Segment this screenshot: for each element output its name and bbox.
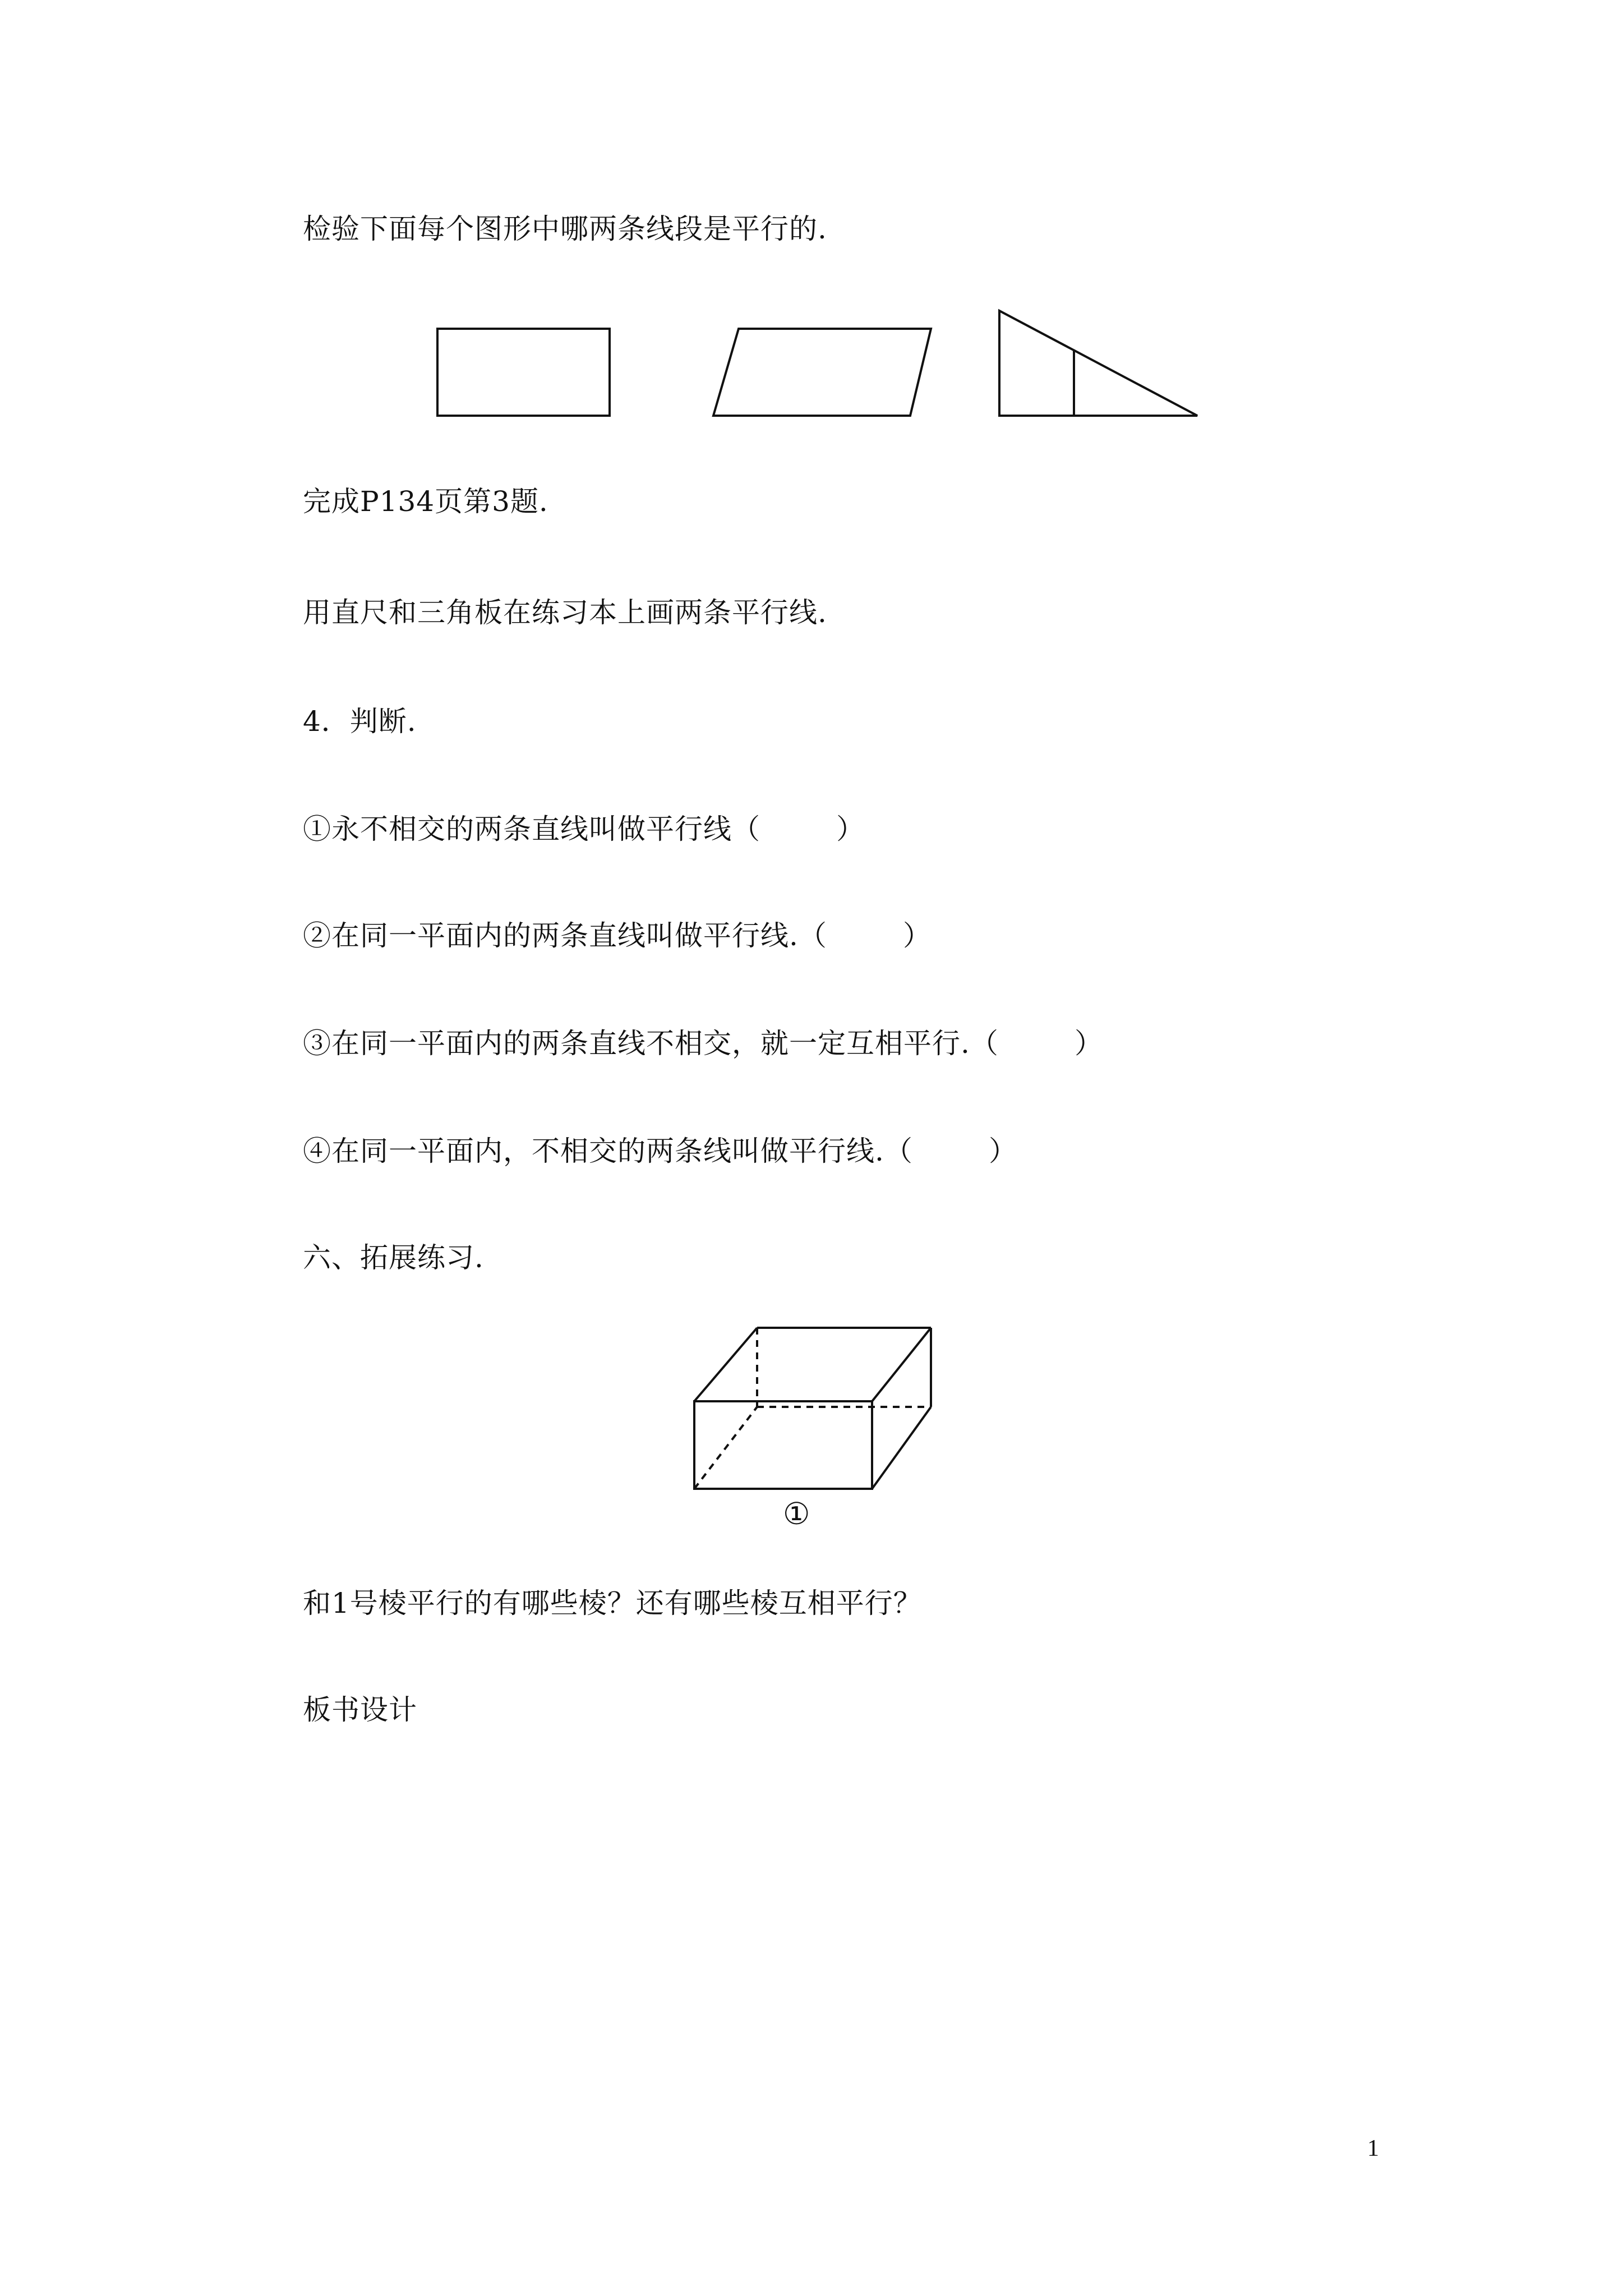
extension-title: 六、拓展练习. (303, 1241, 484, 1274)
judgment-item-1: ①永不相交的两条直线叫做平行线（ ） (303, 813, 865, 845)
cuboid-figure (684, 1315, 948, 1534)
rectangle-shape (437, 329, 610, 416)
parallelogram-shape (713, 329, 931, 416)
intro-line: 检验下面每个图形中哪两条线段是平行的. (303, 213, 827, 245)
judgment-section-title: 4．判断. (303, 705, 417, 738)
judgment-item-2: ②在同一平面内的两条直线叫做平行线.（ ） (303, 919, 932, 952)
cuboid-question-line: 和1号棱平行的有哪些棱？还有哪些棱互相平行？ (303, 1587, 922, 1619)
judgment-item-3: ③在同一平面内的两条直线不相交，就一定互相平行.（ ） (303, 1027, 1104, 1060)
cuboid-label: ① (783, 1496, 810, 1531)
parallel-shapes-svg (426, 303, 1223, 426)
cuboid-bottom-right-edge (872, 1407, 931, 1489)
board-design-heading: 板书设计 (303, 1694, 417, 1726)
page-number: 1 (1367, 2136, 1379, 2161)
cuboid-top-right-edge (872, 1328, 931, 1401)
draw-line: 用直尺和三角板在练习本上画两条平行线. (303, 596, 827, 629)
cuboid-svg (684, 1315, 948, 1534)
cuboid-top-left-edge (694, 1328, 757, 1401)
cuboid-front-face (694, 1401, 872, 1489)
parallel-shapes-figure (426, 303, 1223, 426)
task-line: 完成P134页第3题. (303, 485, 548, 518)
judgment-item-4: ④在同一平面内，不相交的两条线叫做平行线.（ ） (303, 1135, 1018, 1167)
right-triangle-shape (999, 311, 1197, 416)
cuboid-hidden-bottom-left-edge (694, 1407, 757, 1489)
